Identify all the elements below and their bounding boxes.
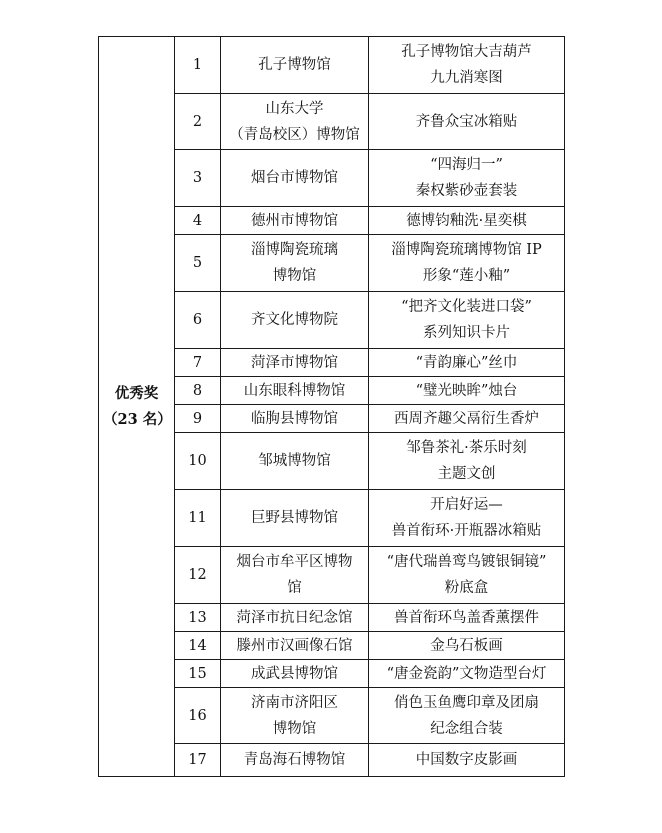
product-name-line: 邹鲁茶礼·茶乐时刻 [406,440,527,456]
product-name-line: 中国数字皮影画 [415,752,518,768]
product-name-line: 齐鲁众宝冰箱贴 [415,113,518,130]
product-name-cell [369,292,565,349]
row-number: 5 [175,235,221,292]
museum-name-cell [221,150,369,207]
row-number: 11 [175,490,221,547]
product-name-line: “把齐文化装进口袋” [401,299,532,315]
product-name-line: 九九消寒图 [430,70,503,86]
museum-name-line: 馆 [287,580,302,596]
museum-name-cell [221,660,369,688]
museum-name-line: 烟台市博物馆 [251,170,338,186]
product-name-cell [369,94,565,150]
museum-name-cell [221,292,369,349]
product-name-line: “唐金瓷韵”文物造型台灯 [386,665,547,682]
museum-name-cell [221,94,369,150]
museum-name-line: 滕州市汉画像石馆 [236,637,353,654]
museum-name-cell [221,377,369,405]
product-name-line: 秦权紫砂壶套装 [415,183,518,199]
museum-name-cell [221,207,369,235]
product-name-line: 德博钧釉洗·星奕棋 [406,212,527,229]
product-name-line: 金乌石板画 [430,637,503,654]
award-category-cell [99,37,175,777]
product-name-cell [369,604,565,632]
product-name-cell [369,660,565,688]
award-name: 优秀奖 [114,384,159,402]
row-number: 13 [175,604,221,632]
museum-name-line: 青岛海石博物馆 [243,752,346,768]
product-name-line: “璧光映眸”烛台 [415,382,518,399]
product-name-line: 兽首衔环鸟盖香薰摆件 [394,609,539,626]
museum-name-cell [221,433,369,490]
row-number: 1 [175,37,221,94]
product-name-cell [369,547,565,604]
row-number: 4 [175,207,221,235]
product-name-cell [369,433,565,490]
product-name-line: 系列知识卡片 [423,325,510,341]
product-name-line: 兽首衔环·开瓶器冰箱贴 [391,523,542,539]
product-name-cell [369,490,565,547]
museum-name-cell [221,37,369,94]
row-number: 7 [175,349,221,377]
row-number: 6 [175,292,221,349]
museum-name-line: 山东大学 [265,100,324,117]
museum-name-line: 山东眼科博物馆 [243,382,346,399]
museum-name-line: 淄博陶瓷琉璃 [251,242,338,258]
product-name-cell [369,349,565,377]
row-number: 3 [175,150,221,207]
row-number: 10 [175,433,221,490]
row-number: 8 [175,377,221,405]
product-name-line: 西周齐趣父鬲衍生香炉 [394,410,539,427]
museum-name-cell [221,632,369,660]
row-number: 15 [175,660,221,688]
product-name-cell [369,235,565,292]
product-name-cell [369,150,565,207]
product-name-line: “唐代瑞兽鸾鸟镀银铜镜” [386,554,547,570]
row-number: 17 [175,744,221,777]
product-name-line: 开启好运— [430,497,503,513]
museum-name-line: 济南市济阳区 [251,694,338,711]
award-list-body [99,37,565,777]
museum-name-line: 菏泽市博物馆 [251,354,338,371]
product-name-line: 淄博陶瓷琉璃博物馆 IP [391,242,542,258]
product-name-line: “四海归一” [430,157,503,173]
museum-name-line: 博物馆 [272,268,317,284]
museum-name-line: 巨野县博物馆 [251,510,338,526]
museum-name-cell [221,490,369,547]
museum-name-line: 博物馆 [272,720,317,737]
museum-name-cell [221,744,369,777]
product-name-cell [369,632,565,660]
award-list-table [98,36,565,777]
product-name-line: “青韵廉心”丝巾 [415,354,518,371]
product-name-cell [369,207,565,235]
product-name-line: 纪念组合装 [430,720,503,737]
award-count: （23 名） [103,410,172,428]
product-name-cell [369,377,565,405]
museum-name-line: 烟台市牟平区博物 [236,554,353,570]
row-number: 12 [175,547,221,604]
museum-name-line: 成武县博物馆 [251,665,338,682]
product-name-cell [369,744,565,777]
museum-name-line: 孔子博物馆 [258,57,331,73]
museum-name-line: （青岛校区）博物馆 [229,126,360,143]
museum-name-line: 临朐县博物馆 [251,410,338,427]
row-number: 14 [175,632,221,660]
museum-name-cell [221,547,369,604]
product-name-line: 粉底盒 [444,580,489,596]
product-name-cell [369,37,565,94]
row-number: 2 [175,94,221,150]
museum-name-cell [221,604,369,632]
museum-name-cell [221,235,369,292]
product-name-line: 主题文创 [437,466,496,482]
row-number: 9 [175,405,221,433]
table-row [99,37,565,94]
product-name-cell [369,405,565,433]
museum-name-line: 齐文化博物院 [251,312,338,328]
row-number: 16 [175,688,221,744]
museum-name-cell [221,349,369,377]
product-name-line: 俏色玉鱼鹰印章及团扇 [394,694,539,711]
museum-name-line: 菏泽市抗日纪念馆 [236,609,353,626]
product-name-cell [369,688,565,744]
product-name-line: 形象“莲小釉” [422,268,511,284]
museum-name-cell [221,688,369,744]
museum-name-line: 邹城博物馆 [258,453,331,469]
museum-name-line: 德州市博物馆 [251,212,338,229]
product-name-line: 孔子博物馆大吉葫芦 [401,44,532,60]
museum-name-cell [221,405,369,433]
